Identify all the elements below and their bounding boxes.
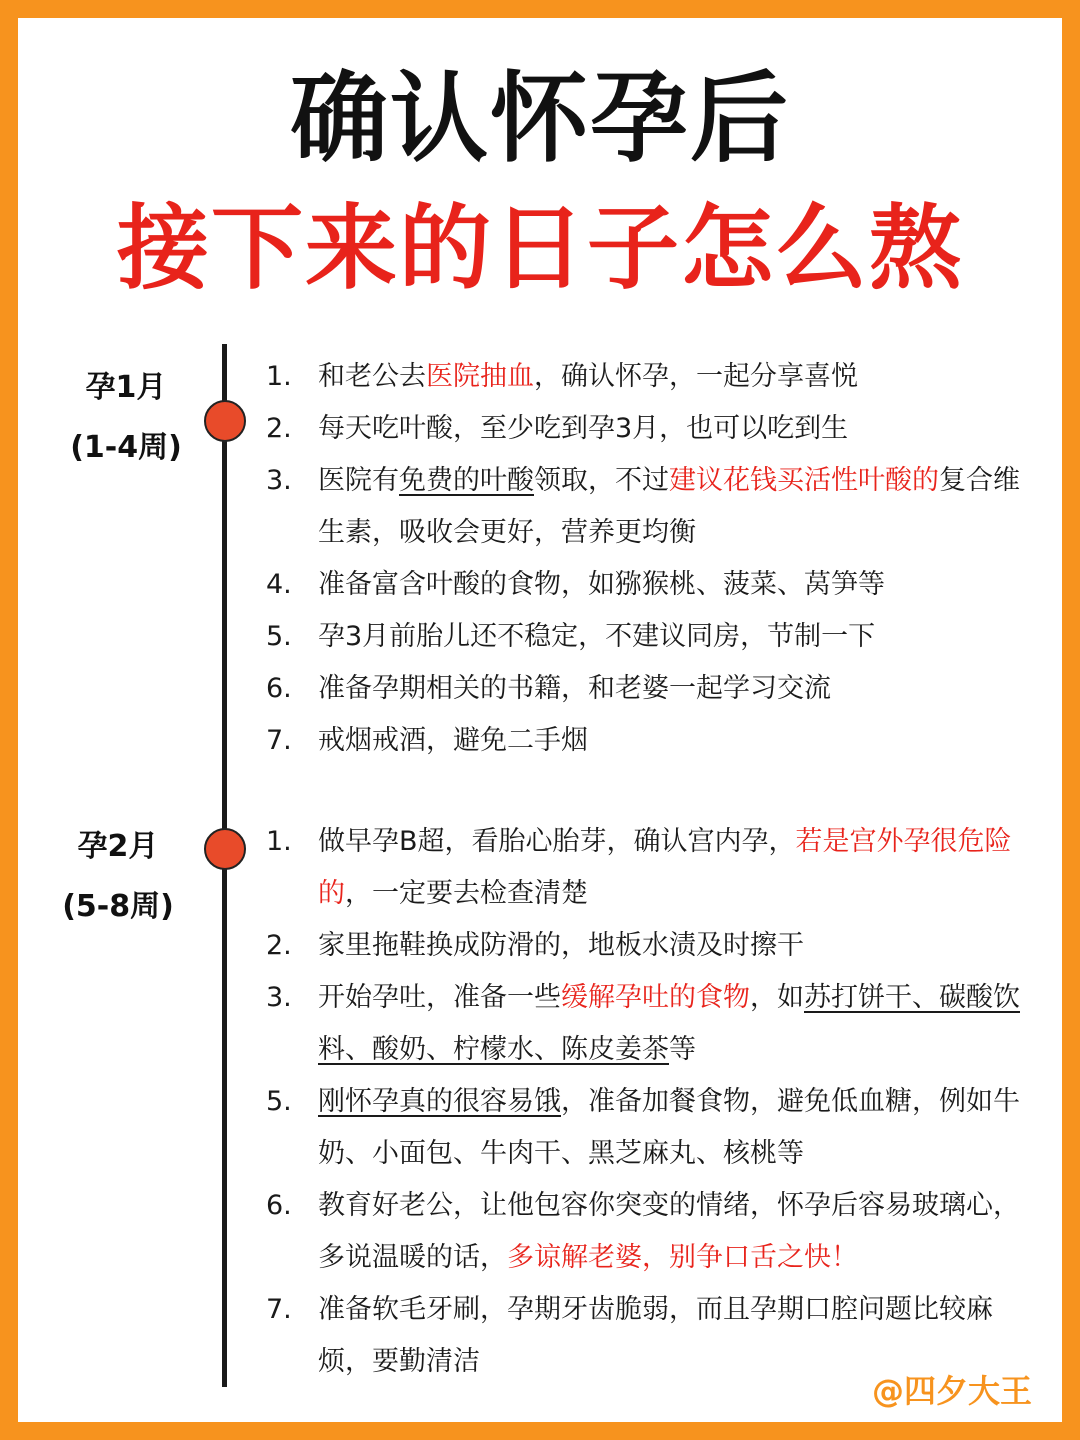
item-text: 准备孕期相关的书籍，和老婆一起学习交流 [318, 673, 831, 704]
item-number: 6. [266, 1190, 292, 1221]
item-text: ，确认怀孕，一起分享喜悦 [534, 361, 858, 392]
list-item [18, 920, 1062, 972]
item-number: 1. [266, 826, 292, 857]
item-text: ，一定要去检查清楚 [345, 878, 588, 909]
page-subtitle: 接下来的日子怎么熬 [116, 195, 963, 302]
stage-1-label: 孕1月 [85, 370, 167, 405]
item-text: 准备软毛牙刷，孕期牙齿脆弱，而且孕期口腔问题比较麻烦，要勤清洁 [318, 1294, 993, 1377]
list-item [18, 663, 1062, 715]
item-number: 3. [266, 465, 292, 496]
list-item [18, 1076, 1062, 1180]
list-item [18, 351, 1062, 403]
underlined-text: 免费的叶酸 [399, 465, 534, 496]
stage-2-weeks: (5-8周) [62, 889, 174, 924]
underlined-text: 刚怀孕真的很容易饿 [318, 1086, 561, 1117]
item-number: 2. [266, 930, 292, 961]
list-item [18, 1180, 1062, 1284]
underlined-text: 苏打饼干、碳酸饮料、酸奶、柠檬水、陈皮姜茶 [318, 982, 1020, 1065]
item-number: 7. [266, 1294, 292, 1325]
item-text: 复合维生素，吸收会更好，营养更均衡 [318, 465, 1020, 548]
item-text: 和老公去 [318, 361, 426, 392]
item-number: 7. [266, 725, 292, 756]
item-number: 1. [266, 361, 292, 392]
item-text: 教育好老公，让他包容你突变的情绪，怀孕后容易玻璃心，多说温暖的话， [318, 1190, 1020, 1273]
item-text: 戒烟戒酒，避免二手烟 [318, 725, 588, 756]
item-text: 孕3月前胎儿还不稳定，不建议同房，节制一下 [318, 621, 876, 652]
list-item [18, 816, 1062, 920]
item-number: 5. [266, 621, 292, 652]
highlight-text: 医院抽血 [426, 361, 534, 392]
page-title: 确认怀孕后 [289, 62, 790, 176]
stage-2-list [18, 816, 1062, 1388]
item-text: 等 [669, 1034, 696, 1065]
item-text: 开始孕吐，准备一些 [318, 982, 561, 1013]
highlight-text: 缓解孕吐的食物 [561, 982, 750, 1013]
item-text: 领取，不过 [534, 465, 669, 496]
item-text: 家里拖鞋换成防滑的，地板水渍及时擦干 [318, 930, 804, 961]
item-text: 做早孕B超，看胎心胎芽，确认宫内孕， [318, 826, 796, 857]
list-item [18, 715, 1062, 767]
item-text: 每天吃叶酸，至少吃到孕3月，也可以吃到生 [318, 413, 849, 444]
list-item [18, 972, 1062, 1076]
content-card [18, 18, 1062, 1422]
watermark: @四夕大王 [871, 1372, 1032, 1410]
stage-1-list [18, 351, 1062, 767]
item-text: ，如 [750, 982, 804, 1013]
item-number: 3. [266, 982, 292, 1013]
list-item [18, 455, 1062, 559]
stage-1-weeks: (1-4周) [70, 430, 182, 465]
list-item [18, 559, 1062, 611]
list-item [18, 403, 1062, 455]
item-number: 5. [266, 1086, 292, 1117]
list-item [18, 611, 1062, 663]
item-number: 6. [266, 673, 292, 704]
item-number: 4. [266, 569, 292, 600]
stage-2-label: 孕2月 [77, 829, 159, 864]
item-text: 准备富含叶酸的食物，如猕猴桃、菠菜、莴笋等 [318, 569, 885, 600]
highlight-text: 建议花钱买活性叶酸的 [669, 465, 939, 496]
highlight-text: 多谅解老婆，别争口舌之快！ [507, 1242, 858, 1273]
item-text: 医院有 [318, 465, 399, 496]
highlight-text: 若是宫外孕很危险的 [318, 826, 1012, 909]
item-text: ，准备加餐食物，避免低血糖，例如牛奶、小面包、牛肉干、黑芝麻丸、核桃等 [318, 1086, 1020, 1169]
item-number: 2. [266, 413, 292, 444]
